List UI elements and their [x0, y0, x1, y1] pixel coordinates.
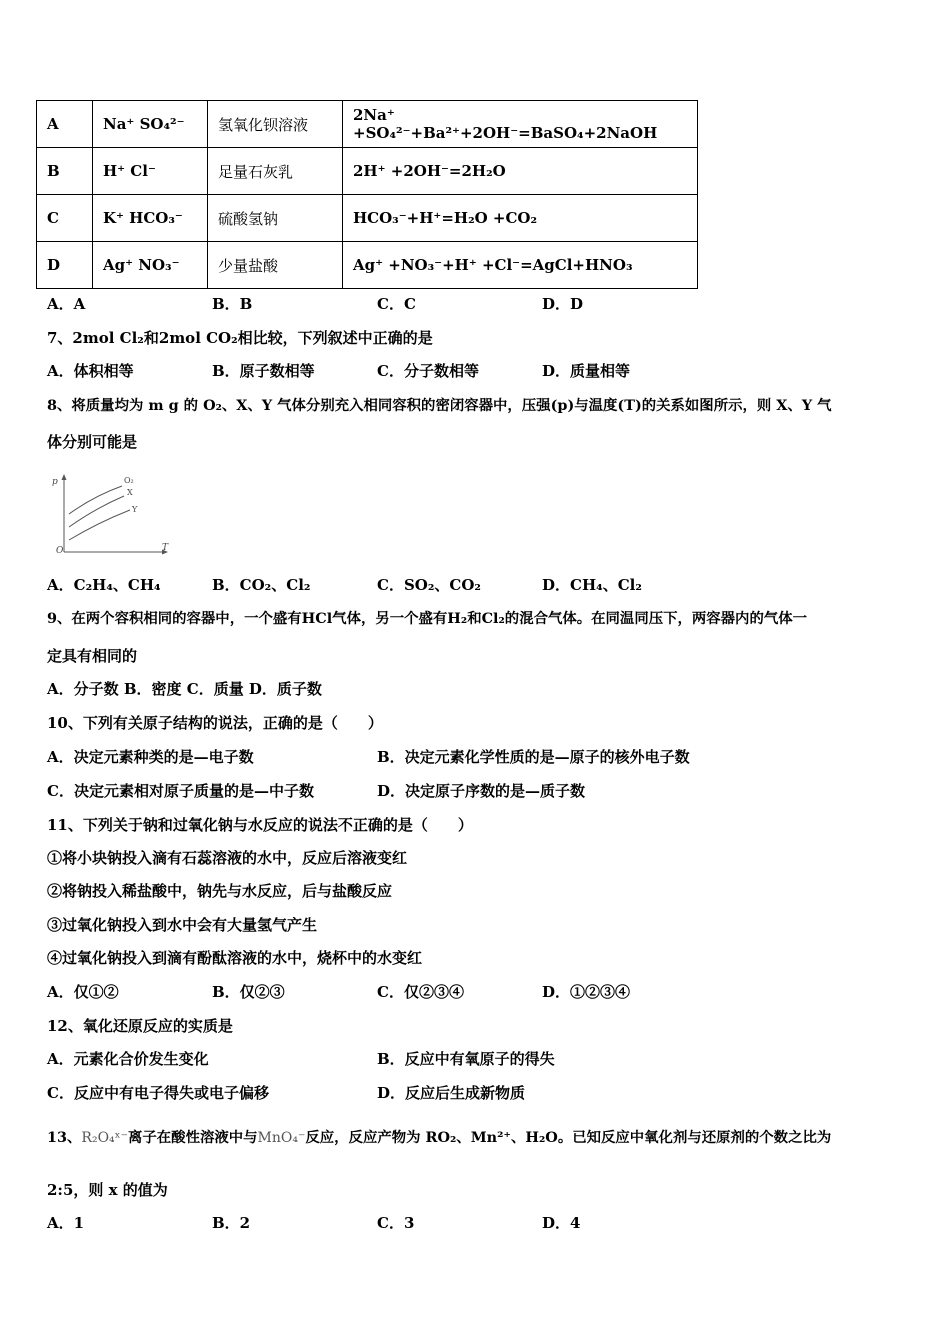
q10-option-d[interactable]: D．决定原子序数的是—质子数 [377, 782, 586, 800]
q9-stem-line1: 9、在两个容积相同的容器中，一个盛有HCl气体，另一个盛有H₂和Cl₂的混合气体。在同温同压下，两容器内的气体一 [47, 610, 808, 627]
ion-reaction-table [36, 100, 698, 289]
q13-prefix: 13、 [47, 1129, 82, 1146]
q13-stem-line2: 2:5，则 x 的值为 [47, 1181, 168, 1199]
q6-option-c[interactable]: C．C [377, 295, 416, 313]
q12-stem: 12、氧化还原反应的实质是 [47, 1017, 233, 1035]
q13-suffix: 反应，反应产物为 RO₂、Mn²⁺、H₂O。已知反应中氧化剂与还原剂的个数之比为 [305, 1129, 832, 1146]
table-cell-ions: H⁺ Cl⁻ [93, 148, 208, 195]
x-axis-label: T [162, 543, 169, 553]
q13-mid: 离子在酸性溶液中与 [128, 1129, 258, 1146]
q8-stem-line1: 8、将质量均为 m g 的 O₂、X、Y 气体分别充入相同容积的密闭容器中，压强(p)与温度(T)的关系如图所示，则 X、Y 气 [47, 397, 832, 414]
table-cell-option: C [37, 195, 93, 242]
q10-option-a[interactable]: A．决定元素种类的是—电子数 [47, 748, 254, 766]
table-cell-ions: Ag⁺ NO₃⁻ [93, 242, 208, 289]
curve-y [69, 510, 130, 540]
pressure-temperature-graph [44, 470, 184, 560]
curve-label-o2: O₂ [124, 476, 134, 485]
q11-option-a[interactable]: A．仅①② [47, 983, 119, 1001]
curve-label-y: Y [132, 505, 138, 514]
table-cell-option: A [37, 101, 93, 148]
table-row [37, 195, 698, 242]
q7-option-a[interactable]: A．体积相等 [47, 362, 134, 380]
q13-ion-r2o4: R₂O₄ˣ⁻ [81, 1130, 128, 1146]
q13-ion-mno4: MnO₄⁻ [257, 1130, 306, 1146]
q13-option-b[interactable]: B．2 [212, 1214, 251, 1232]
q11-item-4: ④过氧化钠投入到滴有酚酞溶液的水中，烧杯中的水变红 [47, 949, 423, 967]
q8-option-d[interactable]: D．CH₄、Cl₂ [542, 576, 642, 594]
q12-option-c[interactable]: C．反应中有电子得失或电子偏移 [47, 1084, 269, 1102]
table-cell-ions: K⁺ HCO₃⁻ [93, 195, 208, 242]
table-row [37, 148, 698, 195]
q11-item-3: ③过氧化钠投入到水中会有大量氢气产生 [47, 916, 318, 934]
q8-stem-line2: 体分别可能是 [47, 433, 138, 451]
q8-option-a[interactable]: A．C₂H₄、CH₄ [47, 576, 161, 594]
q13-option-c[interactable]: C．3 [377, 1214, 415, 1232]
q11-item-2: ②将钠投入稀盐酸中，钠先与水反应，后与盐酸反应 [47, 882, 393, 900]
table-cell-reagent: 少量盐酸 [208, 242, 343, 289]
table-cell-equation: 2Na⁺ +SO₄²⁻+Ba²⁺+2OH⁻=BaSO₄+2NaOH [343, 101, 698, 148]
table-cell-reagent: 足量石灰乳 [208, 148, 343, 195]
q11-option-d[interactable]: D．①②③④ [542, 983, 631, 1001]
q6-option-d[interactable]: D．D [542, 295, 584, 313]
y-axis-arrow-icon [62, 474, 67, 480]
q7-option-b[interactable]: B．原子数相等 [212, 362, 315, 380]
q13-stem-line1 [47, 1128, 831, 1148]
table-cell-option: B [37, 148, 93, 195]
q7-option-d[interactable]: D．质量相等 [542, 362, 631, 380]
q10-option-c[interactable]: C．决定元素相对原子质量的是—中子数 [47, 782, 314, 800]
q8-option-b[interactable]: B．CO₂、Cl₂ [212, 576, 311, 594]
origin-label: O [56, 546, 64, 556]
y-axis-label: p [52, 477, 58, 487]
table-cell-equation: HCO₃⁻+H⁺=H₂O +CO₂ [343, 195, 698, 242]
table-row [37, 242, 698, 289]
q13-option-d[interactable]: D．4 [542, 1214, 581, 1232]
q10-stem: 10、下列有关原子结构的说法，正确的是（ ） [47, 714, 383, 732]
table-cell-reagent: 硫酸氢钠 [208, 195, 343, 242]
q7-stem: 7、2mol Cl₂和2mol CO₂相比较，下列叙述中正确的是 [47, 329, 433, 347]
q9-options[interactable]: A．分子数 B．密度 C．质量 D．质子数 [47, 680, 322, 698]
q9-stem-line2: 定具有相同的 [47, 647, 138, 665]
curve-label-x: X [127, 488, 133, 497]
q8-option-c[interactable]: C．SO₂、CO₂ [377, 576, 481, 594]
q6-option-a[interactable]: A．A [47, 295, 86, 313]
table-cell-equation: Ag⁺ +NO₃⁻+H⁺ +Cl⁻=AgCl+HNO₃ [343, 242, 698, 289]
table-cell-option: D [37, 242, 93, 289]
q12-option-a[interactable]: A．元素化合价发生变化 [47, 1050, 209, 1068]
q7-option-c[interactable]: C．分子数相等 [377, 362, 479, 380]
q11-option-b[interactable]: B．仅②③ [212, 983, 285, 1001]
table-cell-reagent: 氢氧化钡溶液 [208, 101, 343, 148]
q12-option-b[interactable]: B．反应中有氧原子的得失 [377, 1050, 555, 1068]
table-cell-equation: 2H⁺ +2OH⁻=2H₂O [343, 148, 698, 195]
q11-option-c[interactable]: C．仅②③④ [377, 983, 464, 1001]
table-row [37, 101, 698, 148]
table-cell-ions: Na⁺ SO₄²⁻ [93, 101, 208, 148]
q10-option-b[interactable]: B．决定元素化学性质的是—原子的核外电子数 [377, 748, 690, 766]
q11-item-1: ①将小块钠投入滴有石蕊溶液的水中，反应后溶液变红 [47, 849, 408, 867]
q6-option-b[interactable]: B．B [212, 295, 253, 313]
curve-x [69, 496, 124, 527]
q11-stem: 11、下列关于钠和过氧化钠与水反应的说法不正确的是（ ） [47, 816, 473, 834]
q13-option-a[interactable]: A．1 [47, 1214, 85, 1232]
q12-option-d[interactable]: D．反应后生成新物质 [377, 1084, 526, 1102]
